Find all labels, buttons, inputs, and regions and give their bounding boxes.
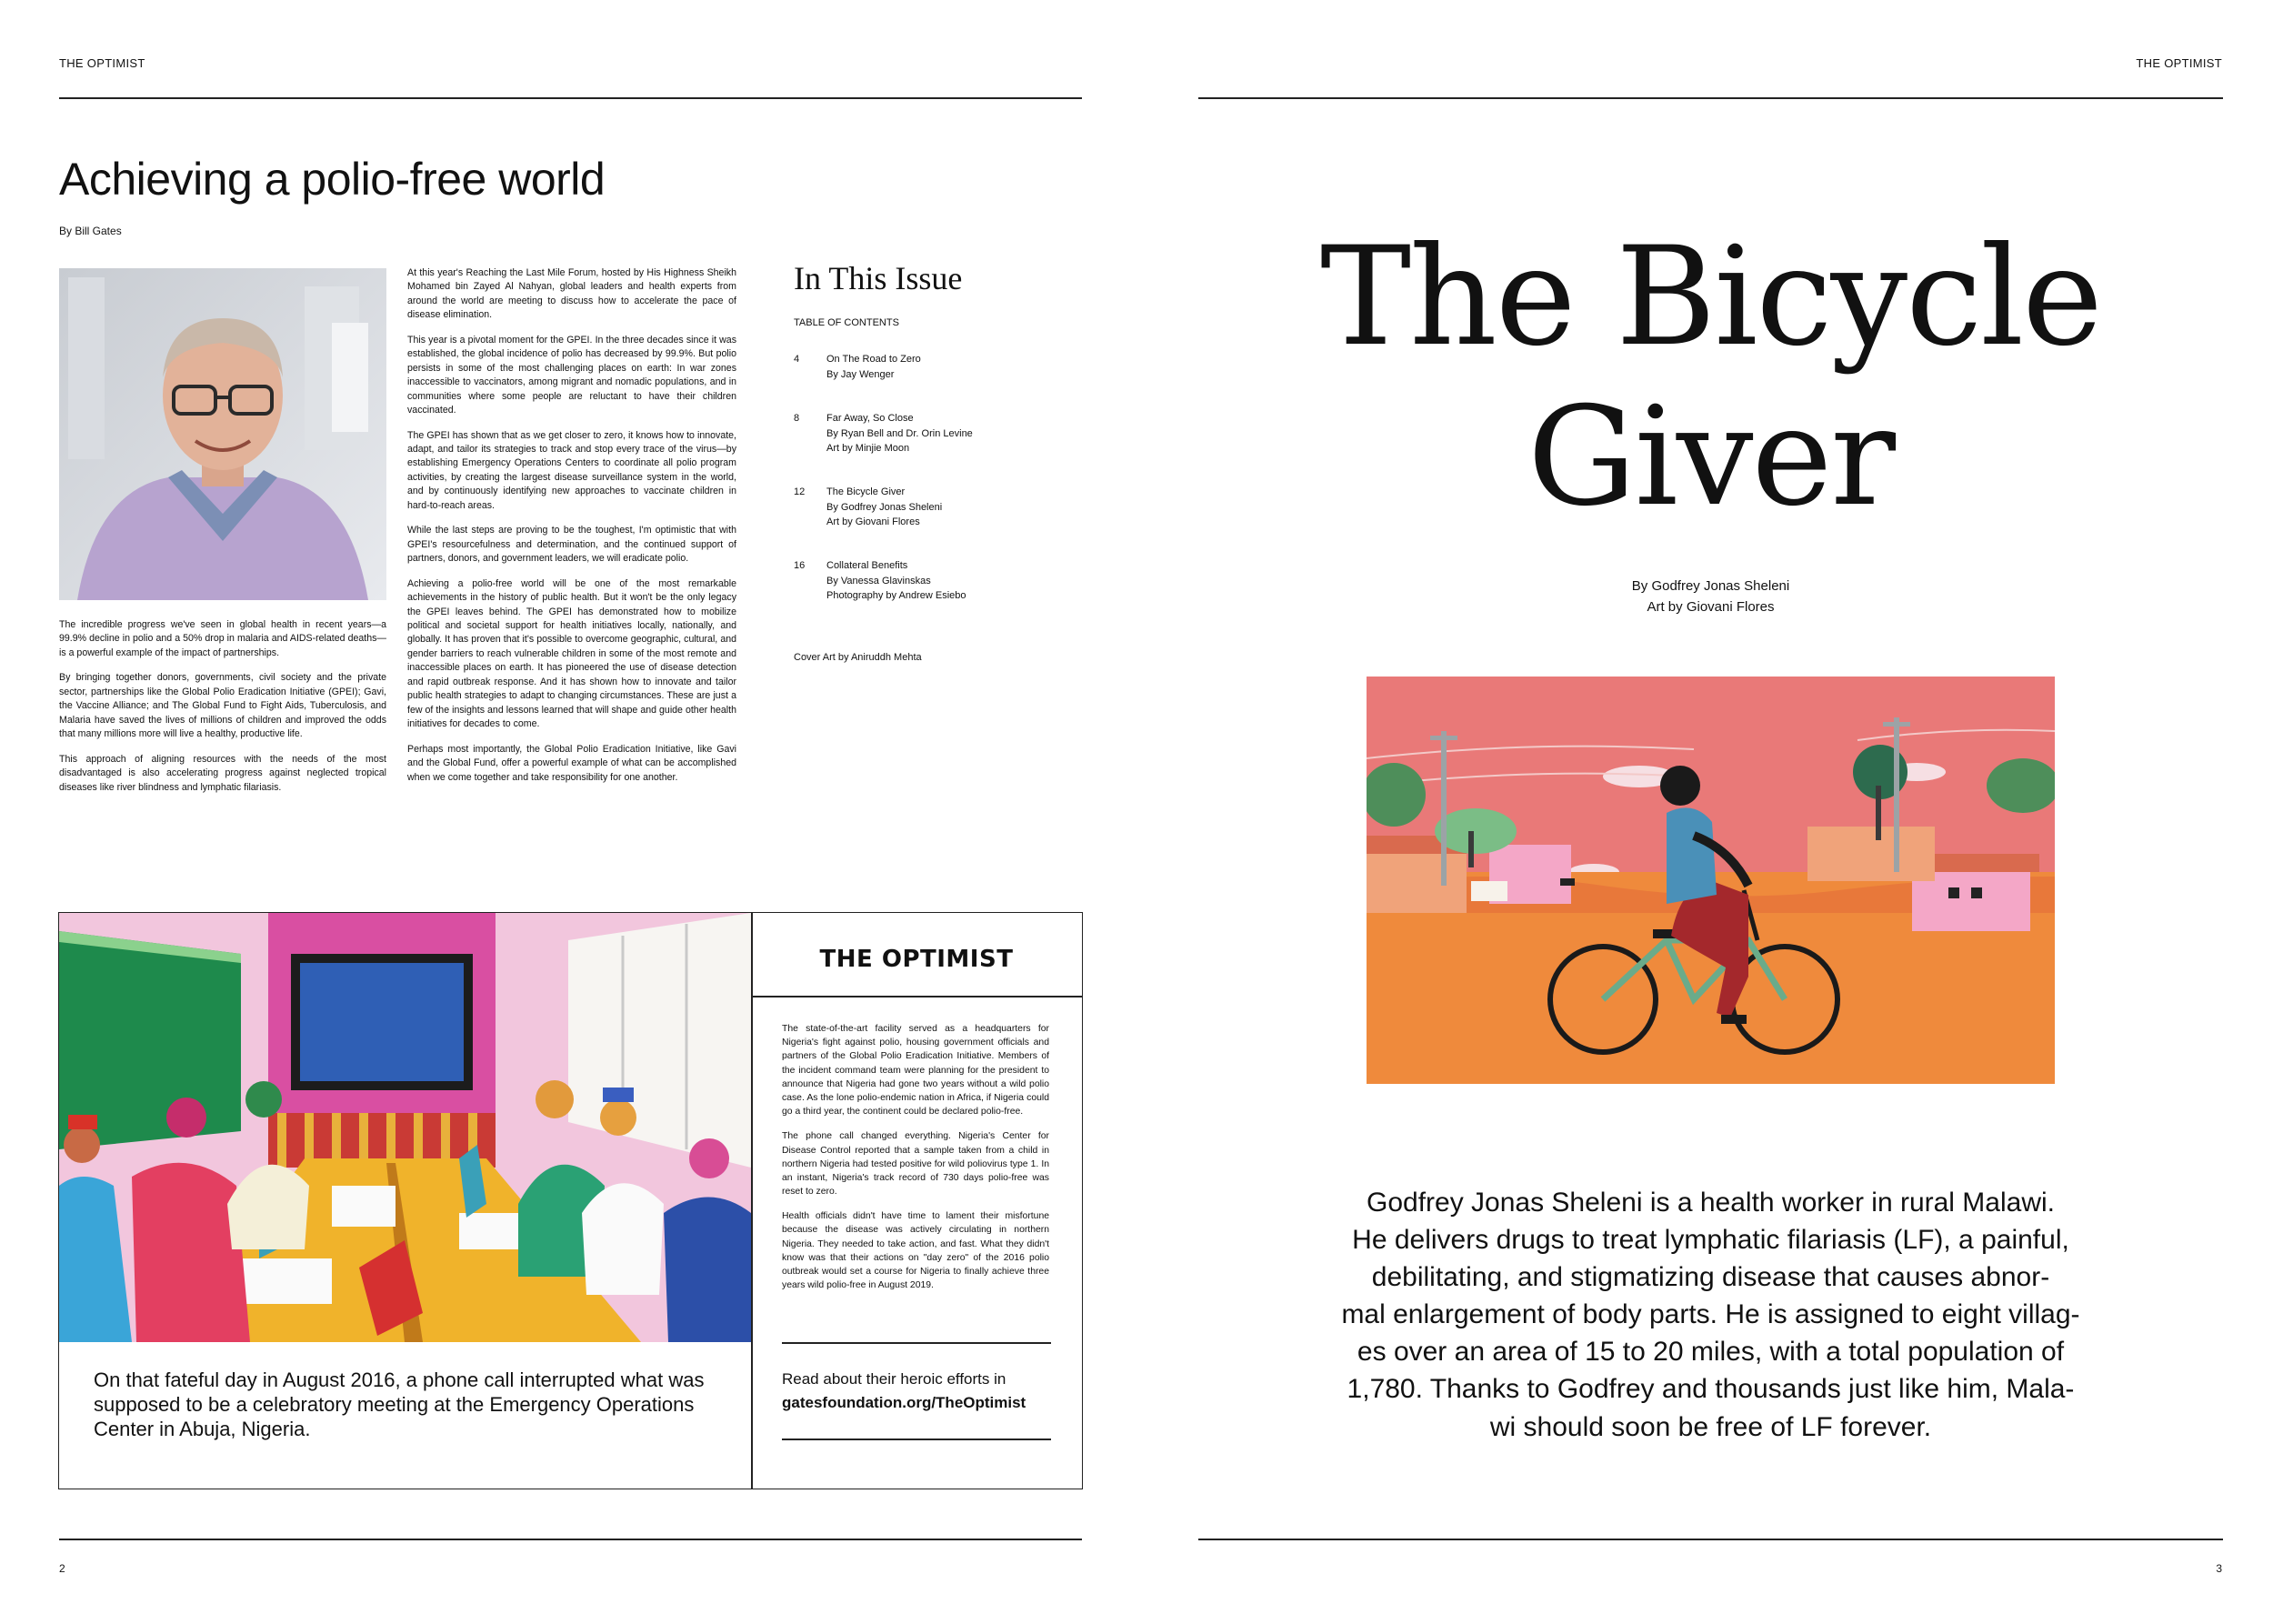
portrait-illustration (59, 268, 386, 600)
toc-entry-credit: By Jay Wenger (826, 368, 895, 380)
lead-line: He delivers drugs to treat lymphatic filariasis (LF), a painful, (1352, 1225, 2069, 1256)
feature-side-text (782, 1022, 1049, 1303)
toc-entry-credit: By Vanessa Glavinskas (826, 575, 931, 586)
portrait-photo (59, 268, 386, 600)
paragraph: This approach of aligning resources with the needs of the most disadvantaged is also accelerating progress against neglected tropical diseases like river blindness and lymphatic filariasis. (59, 753, 386, 793)
toc-entry-title: Far Away, So Close (826, 413, 914, 424)
toc-entry-title: On The Road to Zero (826, 354, 921, 365)
toc-title: In This Issue (794, 260, 963, 296)
toc-page-number: 4 (794, 354, 800, 365)
toc-entry-credit: By Ryan Bell and Dr. Orin Levine (826, 427, 973, 439)
lead-line: wi should soon be free of LF forever. (1489, 1411, 1932, 1442)
toc-page-number: 12 (794, 486, 806, 497)
toc-page-number: 8 (794, 413, 800, 424)
cover-credit: Cover Art by Aniruddh Mehta (794, 652, 922, 663)
article-byline: By Bill Gates (59, 225, 122, 237)
top-rule-left (59, 97, 1082, 99)
lead-line: mal enlargement of body parts. He is assigned to eight villag- (1341, 1299, 2080, 1330)
page-number-right: 3 (2216, 1562, 2222, 1575)
bottom-rule-left (59, 1539, 1082, 1540)
meeting-illustration (59, 913, 751, 1342)
feature-lead (1198, 1184, 2223, 1446)
brand-divider (751, 996, 1082, 997)
cta-label: Read about their heroic efforts in (782, 1370, 1006, 1388)
feature-title (1198, 218, 2223, 537)
feature-box (58, 912, 1083, 1489)
cta-link[interactable]: gatesfoundation.org/TheOptimist (782, 1393, 1026, 1411)
lead-line: debilitating, and stigmatizing disease that causes abnor- (1371, 1262, 2050, 1293)
paragraph: While the last steps are proving to be the toughest, I'm optimistic that with GPEI's resourcefulness and determination, and the continued support of partners, donors, and government leaders, we will eradicate polio. (407, 525, 736, 565)
bicycle-illustration (1367, 677, 2055, 1084)
bottom-rule-right (1198, 1539, 2223, 1540)
table-of-contents (794, 259, 1085, 687)
bicycle-rider-art (1367, 677, 2055, 1084)
feature-art-credit: Art by Giovani Flores (1647, 598, 1775, 615)
paragraph: By bringing together donors, governments, civil society and the private sector, partnerships like the Global Polio Eradication Initiative (GPEI); Gavi, the Vaccine Alliance; and The Global Fund to Fight Aids, Tuberculosis, and Malaria have saved the lives of millions of children and improved the odds that many millions more will live a healthy, productive life. (59, 672, 386, 740)
lead-line: es over an area of 15 to 20 miles, with a total population of (1357, 1337, 2065, 1368)
paragraph: The incredible progress we've seen in global health in recent years—a 99.9% decline in polio and a 50% drop in malaria and AIDS-related deaths—is a powerful example of the impact of partnerships. (59, 619, 386, 658)
running-head-left: THE OPTIMIST (59, 56, 145, 70)
lead-line: 1,780. Thanks to Godfrey and thousands just like him, Mala- (1347, 1374, 2075, 1405)
toc-page-number: 16 (794, 560, 806, 571)
feature-byline: By Godfrey Jonas Sheleni (1631, 578, 1790, 594)
running-head-right: THE OPTIMIST (2136, 56, 2222, 70)
toc-entry-title: The Bicycle Giver (826, 486, 906, 497)
top-rule-right (1198, 97, 2223, 99)
page-number-left: 2 (59, 1562, 65, 1575)
feature-title-line: Giver (1527, 377, 1894, 536)
meeting-room-art (59, 913, 751, 1342)
toc-entry-credit: Art by Giovani Flores (826, 516, 920, 527)
paragraph: Health officials didn't have time to lament their misfortune because the disease was actively circulating in northern Nigeria. They needed to take action, and fast. What they didn't know was that their actions on "day zero" of the 2016 polio outbreak would set a course for Nigeria to finally achieve three years wild polio-free in August 2019. (782, 1211, 1049, 1291)
toc-entry-title: Collateral Benefits (826, 560, 908, 571)
toc-entry-credit: Art by Minjie Moon (826, 443, 910, 454)
article-column-middle (407, 266, 736, 796)
toc-entry-credit: By Godfrey Jonas Sheleni (826, 501, 943, 513)
lead-line: Godfrey Jonas Sheleni is a health worker in rural Malawi. (1366, 1188, 2056, 1218)
article-column-left (59, 618, 386, 806)
paragraph: Achieving a polio-free world will be one of the most remarkable achievements in the history of public health. But it won't be the only legacy the GPEI leaves behind. The GPEI has demonstrated how to mobilize political and societal support for health initiatives locally, nationally, and globally. It has proven that it's possible to overcome geographic, cultural, and gender barriers to reach vulnerable children in some of the most remote and inaccessible places on earth. It has pioneered the use of disease detection and rapid outbreak response. And it has shown how to innovate and tailor public health strategies to adapt to changing circumstances. These are just a few of the insights and lessons learned that will shape and guide other health initiatives for decades to come. (407, 577, 736, 730)
paragraph: At this year's Reaching the Last Mile Forum, hosted by His Highness Sheikh Mohamed bin Zayed Al Nahyan, global leaders and health experts from around the world are meeting to discuss how to accelerate the pace of disease elimination. (407, 267, 736, 321)
cta-rule-bottom (782, 1439, 1051, 1440)
brand-logo: THE OPTIMIST (819, 946, 1014, 973)
feature-caption: On that fateful day in August 2016, a phone call interrupted what was supposed to be a celebratory meeting at the Emergency Operations Center in Abuja, Nigeria. (94, 1368, 705, 1441)
paragraph: The state-of-the-art facility served as a headquarters for Nigeria's fight against polio, housing government officials and partners of the Global Polio Eradication Initiative. Members of the incident command team were planning for the president to announce that Nigeria had gone two years without a wild polio case. As the lone polio-endemic nation in Africa, if Nigeria could go a third year, the continent could be declared polio-free. (782, 1024, 1049, 1118)
paragraph: This year is a pivotal moment for the GPEI. In the three decades since it was established, the global incidence of polio has decreased by 99.9%. But polio persists in some of the most challenging places on earth: In war zones inaccessible to vaccinators, among migrant and nomadic populations, and in communities where some people are reluctant to have their children vaccinated. (407, 334, 736, 416)
article-title: Achieving a polio-free world (59, 154, 606, 205)
toc-subtitle: TABLE OF CONTENTS (794, 317, 899, 328)
toc-entry-credit: Photography by Andrew Esiebo (826, 590, 966, 601)
feature-credits (1198, 576, 2223, 617)
paragraph: The GPEI has shown that as we get closer to zero, it knows how to innovate, adapt, and tailor its strategies to track and stop every trace of the virus—by establishing Emergency Operations Centers to coordinate all polio program activities, by creating the largest disease surveillance system in the world, and by continuously identifying new approaches to vaccinate children in hard-to-reach areas. (407, 429, 736, 511)
feature-divider-vertical (751, 913, 753, 1489)
cta-text (782, 1368, 1051, 1414)
paragraph: The phone call changed everything. Nigeria's Center for Disease Control reported that a sample taken from a child in northern Nigeria had tested positive for wild poliovirus type 1. In an instant, Nigeria's track record of 730 days polio-free was reset to zero. (782, 1131, 1049, 1198)
feature-title-line: The Bicycle (1320, 218, 2101, 376)
paragraph: Perhaps most importantly, the Global Polio Eradication Initiative, like Gavi and the Global Fund, offer a powerful example of what can be accomplished when we come together and take responsibility for one another. (407, 743, 736, 783)
cta-rule-top (782, 1342, 1051, 1344)
